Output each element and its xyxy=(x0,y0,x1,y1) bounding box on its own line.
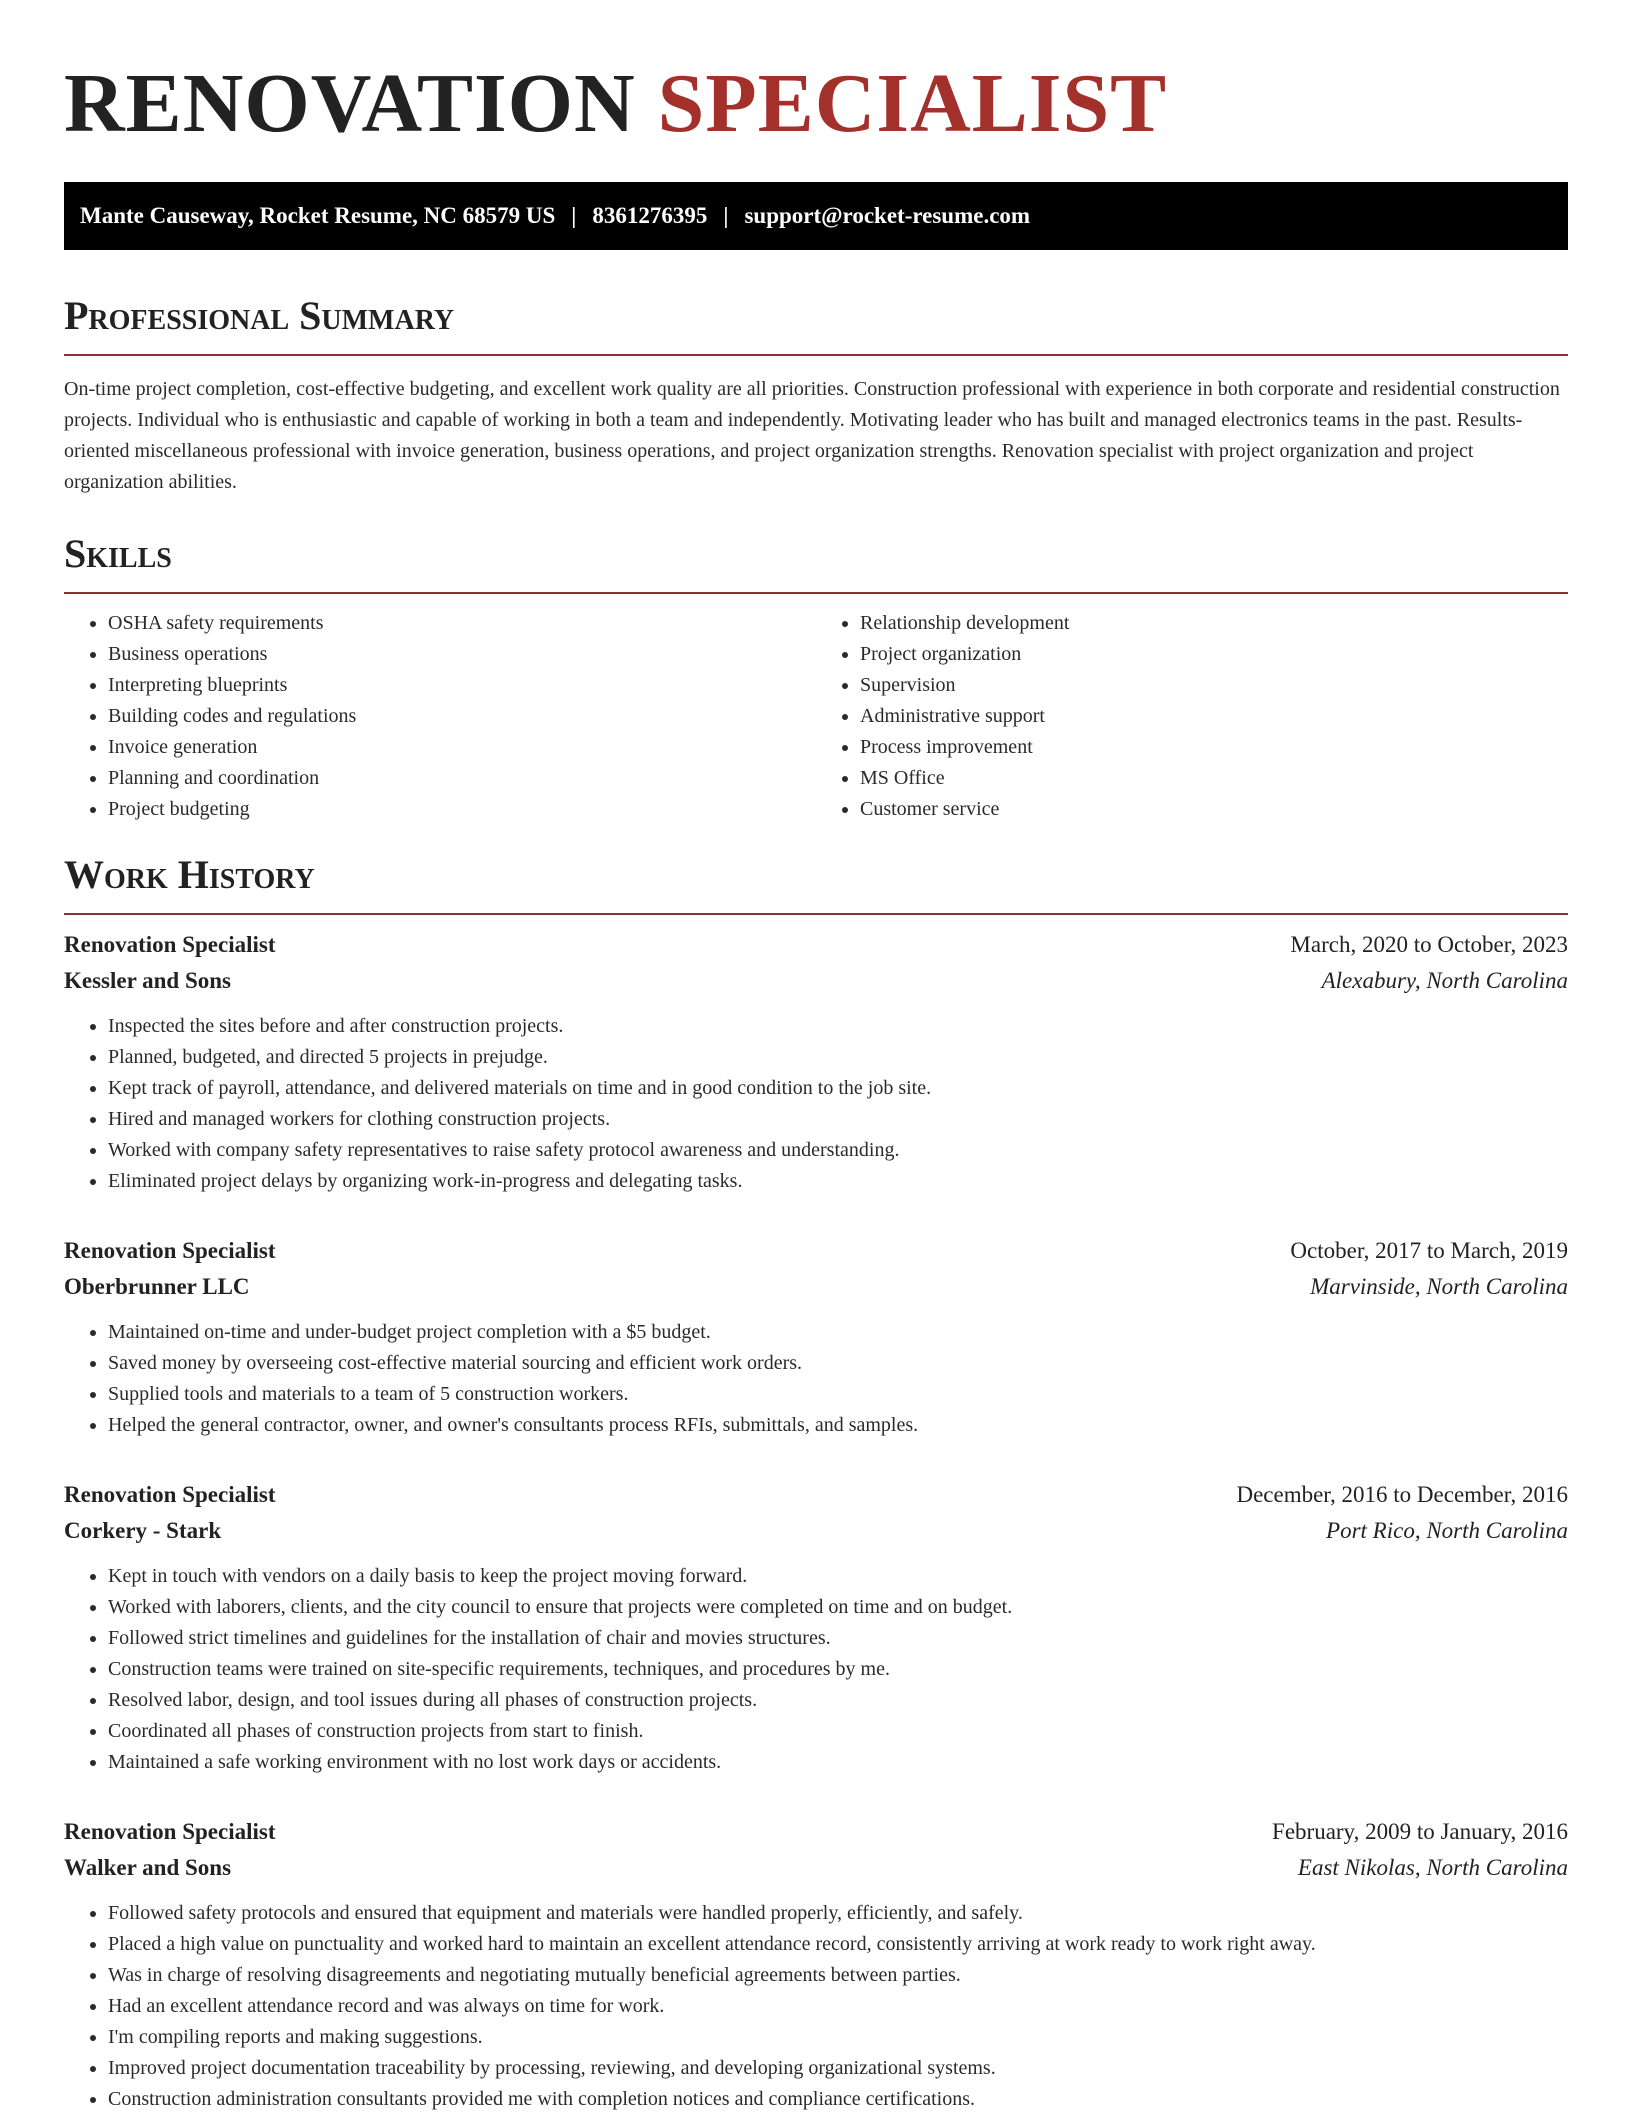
job-bullet: • Improved project documentation traceability by processing, reviewing, and developing organizational systems. xyxy=(108,2053,1568,2084)
skill-item: • Invoice generation xyxy=(108,732,816,763)
contact-phone: 8361276395 xyxy=(592,203,708,228)
skills-heading: Skills xyxy=(64,531,172,576)
job-subheader-row xyxy=(64,1513,1568,1549)
section-divider xyxy=(64,913,1568,915)
job-bullets xyxy=(64,1317,1568,1441)
job-subheader-row xyxy=(64,963,1568,999)
job-bullet: • Inspected the sites before and after construction projects. xyxy=(108,1011,1568,1042)
skills-list-left xyxy=(64,608,816,825)
job-bullet: • I'm compiling reports and making suggestions. xyxy=(108,2022,1568,2053)
skill-item: • Project budgeting xyxy=(108,794,816,825)
job-bullet: • Worked with laborers, clients, and the city council to ensure that projects were completed on time and on budget. xyxy=(108,1592,1568,1623)
skill-item: • Interpreting blueprints xyxy=(108,670,816,701)
skill-item: • OSHA safety requirements xyxy=(108,608,816,639)
summary-heading: Professional Summary xyxy=(64,293,455,338)
job-bullet: • Followed strict timelines and guidelines for the installation of chair and movies structures. xyxy=(108,1623,1568,1654)
job-bullet: • Placed a high value on punctuality and worked hard to maintain an excellent attendance record, consistently arriving at work ready to work right away. xyxy=(108,1929,1568,1960)
job-dates: March, 2020 to October, 2023 xyxy=(1290,932,1568,957)
summary-section xyxy=(64,294,1568,498)
job-entry xyxy=(64,1814,1568,2115)
job-entry xyxy=(64,1233,1568,1441)
job-bullets xyxy=(64,1011,1568,1197)
job-title: Renovation Specialist xyxy=(64,1819,276,1844)
job-dates: February, 2009 to January, 2016 xyxy=(1272,1819,1568,1844)
skill-item: • Planning and coordination xyxy=(108,763,816,794)
job-bullets xyxy=(64,1898,1568,2115)
job-company: Oberbrunner LLC xyxy=(64,1274,250,1299)
resume-title xyxy=(64,58,1568,150)
job-bullet: • Maintained on-time and under-budget project completion with a $5 budget. xyxy=(108,1317,1568,1348)
title-word-1: RENOVATION xyxy=(64,57,636,150)
skill-item: • Process improvement xyxy=(860,732,1568,763)
job-title: Renovation Specialist xyxy=(64,1482,276,1507)
job-bullet: • Coordinated all phases of construction projects from start to finish. xyxy=(108,1716,1568,1747)
section-divider xyxy=(64,354,1568,356)
job-dates: December, 2016 to December, 2016 xyxy=(1236,1482,1568,1507)
job-bullet: • Resolved labor, design, and tool issues during all phases of construction projects. xyxy=(108,1685,1568,1716)
job-company: Kessler and Sons xyxy=(64,968,232,993)
job-header-row xyxy=(64,1477,1568,1513)
work-history-section xyxy=(64,853,1568,2115)
skills-columns xyxy=(64,608,1568,825)
job-bullet: • Helped the general contractor, owner, and owner's consultants process RFIs, submittals, and samples. xyxy=(108,1410,1568,1441)
summary-text: On-time project completion, cost-effective budgeting, and excellent work quality are all priorities. Construction professional with experience in both corporate and residential construction projects. Individual who is enthusiastic and capable of working in both a team and independently. Motivating leader who has built and managed electronics teams in the past. Results-oriented miscellaneous professional with invoice generation, business operations, and project organization strengths. Renovation specialist with project organization and project organization abilities. xyxy=(64,378,1560,493)
job-bullet: • Supplied tools and materials to a team of 5 construction workers. xyxy=(108,1379,1568,1410)
contact-email: support@rocket-resume.com xyxy=(744,203,1031,228)
skill-item: • Customer service xyxy=(860,794,1568,825)
job-bullet: • Construction administration consultants provided me with completion notices and compliance certifications. xyxy=(108,2084,1568,2115)
contact-separator: | xyxy=(723,203,729,228)
job-bullet: • Followed safety protocols and ensured that equipment and materials were handled properly, efficiently, and safely. xyxy=(108,1898,1568,1929)
skill-item: • MS Office xyxy=(860,763,1568,794)
job-bullet: • Worked with company safety representatives to raise safety protocol awareness and understanding. xyxy=(108,1135,1568,1166)
skills-section xyxy=(64,532,1568,825)
skill-item: • Supervision xyxy=(860,670,1568,701)
job-dates: October, 2017 to March, 2019 xyxy=(1290,1238,1568,1263)
job-subheader-row xyxy=(64,1850,1568,1886)
contact-address: Mante Causeway, Rocket Resume, NC 68579 US xyxy=(80,203,556,228)
skill-item: • Administrative support xyxy=(860,701,1568,732)
job-company: Walker and Sons xyxy=(64,1855,232,1880)
skill-item: • Business operations xyxy=(108,639,816,670)
skills-list-right xyxy=(816,608,1568,825)
job-location: Alexabury, North Carolina xyxy=(1321,968,1568,993)
job-bullet: • Construction teams were trained on site-specific requirements, techniques, and procedures by me. xyxy=(108,1654,1568,1685)
job-bullet: • Had an excellent attendance record and was always on time for work. xyxy=(108,1991,1568,2022)
job-bullets xyxy=(64,1561,1568,1778)
job-company: Corkery - Stark xyxy=(64,1518,222,1543)
section-divider xyxy=(64,592,1568,594)
job-header-row xyxy=(64,927,1568,963)
skill-item: • Project organization xyxy=(860,639,1568,670)
job-bullet: • Was in charge of resolving disagreements and negotiating mutually beneficial agreements between parties. xyxy=(108,1960,1568,1991)
job-location: East Nikolas, North Carolina xyxy=(1297,1855,1568,1880)
job-location: Marvinside, North Carolina xyxy=(1310,1274,1568,1299)
job-entry xyxy=(64,927,1568,1197)
skill-item: • Building codes and regulations xyxy=(108,701,816,732)
job-title: Renovation Specialist xyxy=(64,932,276,957)
title-word-2: SPECIALIST xyxy=(657,57,1168,150)
job-bullet: • Eliminated project delays by organizing work-in-progress and delegating tasks. xyxy=(108,1166,1568,1197)
job-bullet: • Kept in touch with vendors on a daily basis to keep the project moving forward. xyxy=(108,1561,1568,1592)
job-entry xyxy=(64,1477,1568,1778)
job-bullet: • Hired and managed workers for clothing construction projects. xyxy=(108,1104,1568,1135)
work-history-heading: Work History xyxy=(64,852,315,897)
job-title: Renovation Specialist xyxy=(64,1238,276,1263)
job-bullet: • Maintained a safe working environment with no lost work days or accidents. xyxy=(108,1747,1568,1778)
contact-separator: | xyxy=(571,203,577,228)
job-bullet: • Saved money by overseeing cost-effective material sourcing and efficient work orders. xyxy=(108,1348,1568,1379)
skill-item: • Relationship development xyxy=(860,608,1568,639)
contact-bar xyxy=(64,182,1568,250)
job-subheader-row xyxy=(64,1269,1568,1305)
job-bullet: • Kept track of payroll, attendance, and delivered materials on time and in good condition to the job site. xyxy=(108,1073,1568,1104)
job-location: Port Rico, North Carolina xyxy=(1326,1518,1568,1543)
job-bullet: • Planned, budgeted, and directed 5 projects in prejudge. xyxy=(108,1042,1568,1073)
job-header-row xyxy=(64,1814,1568,1850)
job-header-row xyxy=(64,1233,1568,1269)
